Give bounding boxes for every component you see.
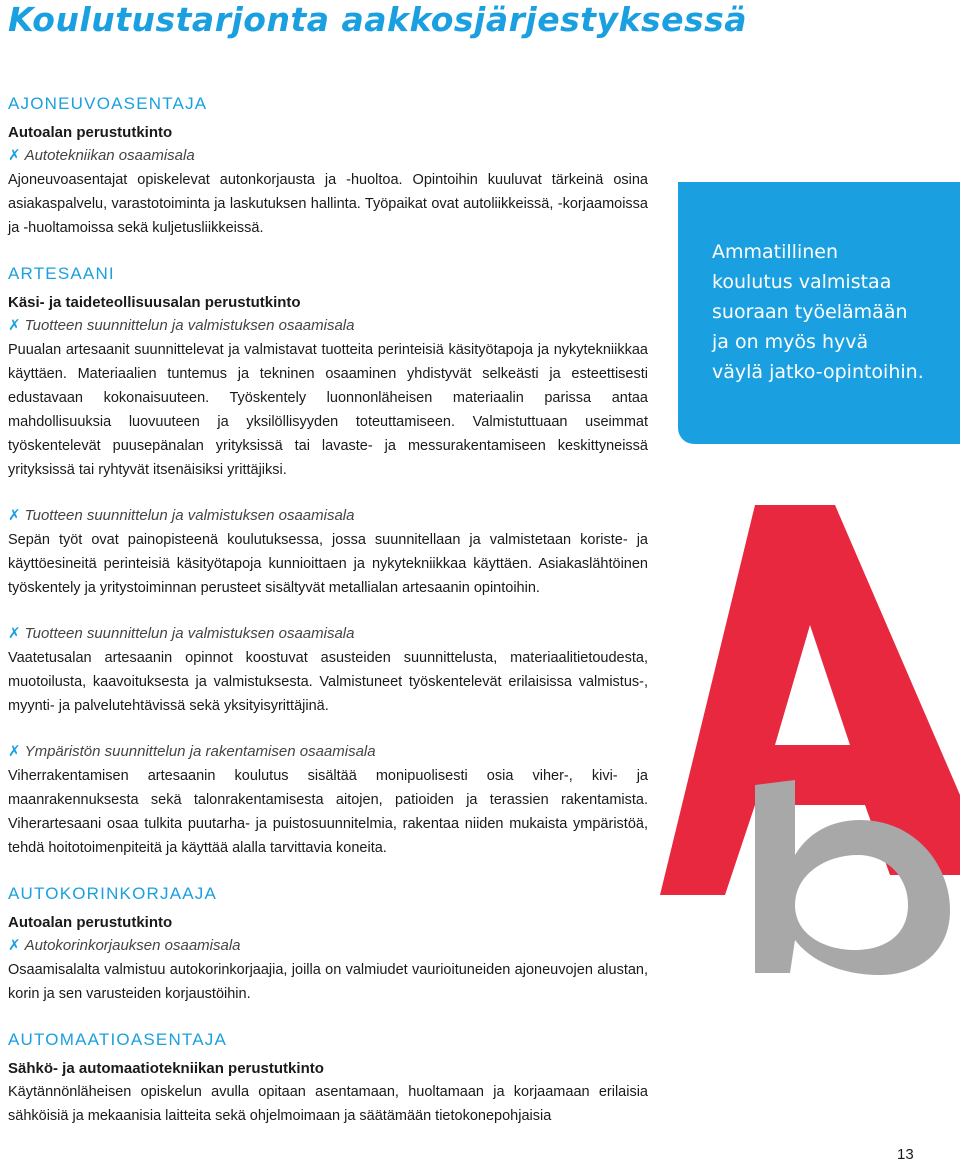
- x-mark-icon: ✗: [8, 937, 21, 954]
- specialty-line: [8, 144, 648, 168]
- letter-a-graphic: [660, 505, 960, 895]
- x-mark-icon: ✗: [8, 743, 21, 760]
- specialty-label: Tuotteen suunnittelun ja valmistuksen osaamisala: [24, 317, 355, 334]
- section-heading: ARTESAANI: [8, 264, 115, 283]
- section-heading: AUTOKORINKORJAAJA: [8, 884, 218, 903]
- section-body: Ajoneuvoasentajat opiskelevat autonkorjausta ja -huoltoa. Opintoihin kuuluvat tärkeinä osina asiakaspalvelu, varastotoiminta ja laskutuksen hallinta. Työpaikat ovat autoliikkeissä, -korjaamoissa ja -huoltamoissa sekä kuljetusliikkeissä.: [8, 172, 648, 236]
- specialty-label: Tuotteen suunnittelun ja valmistuksen osaamisala: [24, 507, 355, 524]
- section-body: Viherrakentamisen artesaanin koulutus sisältää monipuolisesti osia viher-, kivi- ja maanrakennuksesta sekä talonrakentamisesta aitojen, patioiden ja terassien rakentamista. Viherartesaani osaa tulkita puutarha- ja puistosuunnitelmia, rakentaa niiden mukaista ympäristöä, tehdä hoitotoimenpiteitä ja käyttää alalla tarvittavia koneita.: [8, 768, 648, 856]
- degree-title: Autoalan perustutkinto: [8, 914, 173, 931]
- section-body: Käytännönläheisen opiskelun avulla opitaan asentamaan, huoltamaan ja korjaamaan erilaisia sähköisiä ja mekaanisia laitteita sekä ohjelmoimaan ja säätämään tietokonepohjaisia: [8, 1084, 648, 1124]
- degree-title: Sähkö- ja automaatiotekniikan perustutkinto: [8, 1060, 324, 1077]
- section-automaatioasentaja: [8, 1028, 648, 1128]
- x-mark-icon: ✗: [8, 147, 21, 164]
- x-mark-icon: ✗: [8, 507, 21, 524]
- section-body: Vaatetusalan artesaanin opinnot koostuvat asusteiden suunnittelusta, materiaalitietoudesta, muotoilusta, kaavoituksesta ja valmistuksesta. Valmistuneet työskentelevät erilaisissa valmistus-, myynti- ja palvelutehtävissä sekä yksityisyrittäjinä.: [8, 650, 648, 714]
- main-column: [8, 92, 648, 1128]
- specialty-label: Autokorinkorjauksen osaamisala: [24, 937, 241, 954]
- callout-line: suoraan työelämään: [712, 301, 908, 323]
- section-heading: AUTOMAATIOASENTAJA: [8, 1030, 228, 1049]
- section-artesaani: [8, 262, 648, 860]
- section-body: Puualan artesaanit suunnittelevat ja valmistavat tuotteita perinteisiä käsityötapoja ja nykytekniikkaa käyttäen. Materiaalien tuntemus ja tekninen osaaminen yhdistyvät selkeästi ja esteettisesti edustavaan kokonaisuuteen. Työskentely luonnonläheisen materiaalin parissa antaa mahdollisuuksia luovuuteen ja yksilöllisyyden toteuttamiseen. Valmistuttuaan useimmat työskentelevät puusepänalan yrityksissä tai lavaste- ja messurakentamiseen keskittyneissä yrityksissä tai ryhtyvät itsenäisiksi yrittäjiksi.: [8, 342, 648, 478]
- specialty-line: [8, 740, 648, 764]
- letters-illustration: [660, 495, 960, 975]
- x-mark-icon: ✗: [8, 625, 21, 642]
- callout-line: Ammatillinen: [712, 241, 838, 263]
- section-autokorinkorjaaja: [8, 882, 648, 1006]
- specialty-line: [8, 314, 648, 338]
- specialty-label: Tuotteen suunnittelun ja valmistuksen osaamisala: [24, 625, 355, 642]
- specialty-line: [8, 504, 648, 528]
- callout-line: ja on myös hyvä: [712, 331, 869, 353]
- degree-title: Autoalan perustutkinto: [8, 124, 173, 141]
- specialty-label: Ympäristön suunnittelun ja rakentamisen osaamisala: [24, 743, 376, 760]
- page-title: Koulutustarjonta aakkosjärjestyksessä: [8, 0, 748, 39]
- callout-line: koulutus valmistaa: [712, 271, 892, 293]
- callout-line: väylä jatko-opintoihin.: [712, 361, 924, 383]
- section-heading: AJONEUVOASENTAJA: [8, 94, 208, 113]
- callout-box: [678, 182, 960, 444]
- page-number: 13: [897, 1146, 914, 1163]
- specialty-line: [8, 934, 648, 958]
- specialty-line: [8, 622, 648, 646]
- x-mark-icon: ✗: [8, 317, 21, 334]
- degree-title: Käsi- ja taideteollisuusalan perustutkinto: [8, 294, 301, 311]
- section-ajoneuvoasentaja: [8, 92, 648, 240]
- section-body: Sepän työt ovat painopisteenä koulutuksessa, jossa suunnitellaan ja valmistetaan koriste- ja käyttöesineitä perinteisiä käsityötapoja kunnioittaen ja nykytekniikkaa käyttäen. Asiakaslähtöinen työskentely ja yritystoiminnan perusteet sisältyvät metallialan artesaanin opintoihin.: [8, 532, 648, 596]
- section-body: Osaamisalalta valmistuu autokorinkorjaajia, joilla on valmiudet vaurioituneiden ajoneuvojen alustan, korin ja sen varusteiden korjaustöihin.: [8, 962, 648, 1002]
- specialty-label: Autotekniikan osaamisala: [24, 147, 195, 164]
